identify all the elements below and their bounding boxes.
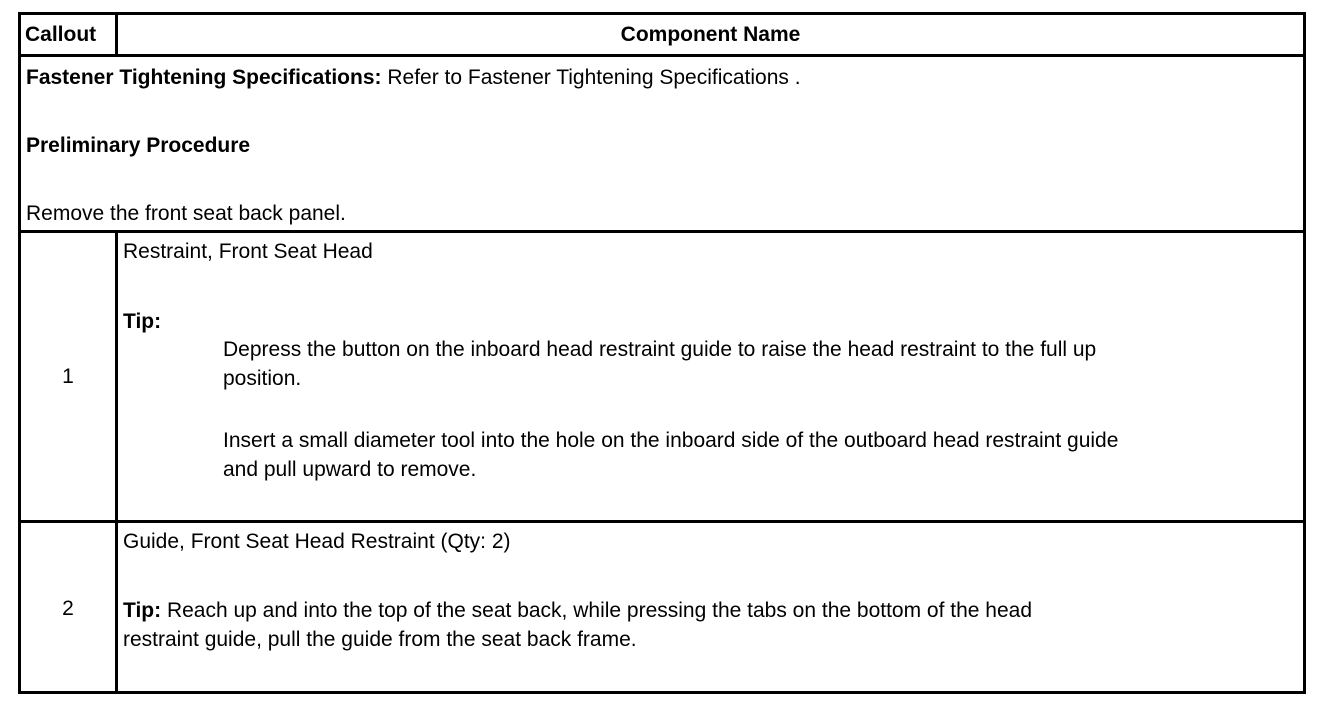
- component-table: [18, 12, 1306, 694]
- fastener-spec-label: Fastener Tightening Specifications:: [26, 66, 382, 89]
- tip-text-line: Reach up and into the top of the seat back, while pressing the tabs on the bottom of the head: [161, 599, 1033, 622]
- tip-label: Tip:: [123, 310, 162, 333]
- preliminary-procedure-step: Remove the front seat back panel.: [26, 202, 346, 225]
- row-1-column-divider: [115, 233, 118, 523]
- table-header-row: [21, 15, 1303, 57]
- tip-label: Tip:: [123, 599, 162, 622]
- tip-text-line: and pull upward to remove.: [223, 458, 477, 481]
- preliminary-procedure-title: Preliminary Procedure: [26, 134, 251, 157]
- tip-text-line: restraint guide, pull the guide from the seat back frame.: [123, 628, 637, 651]
- tip-line: [123, 596, 1032, 625]
- fastener-spec-line: [26, 63, 801, 92]
- callout-number: 1: [62, 365, 74, 388]
- header-column-divider: [115, 15, 118, 54]
- component-name-column-header: Component Name: [620, 23, 801, 46]
- fastener-spec-text: Refer to Fastener Tightening Specifications .: [381, 66, 801, 89]
- component-name: Restraint, Front Seat Head: [123, 240, 373, 263]
- tip-text-line: Depress the button on the inboard head restraint guide to raise the head restraint to the full up: [223, 338, 1097, 361]
- callout-column-header: Callout: [25, 23, 97, 46]
- preliminary-row: [21, 57, 1303, 233]
- table-row: [21, 523, 1303, 691]
- tip-text-line: position.: [223, 367, 302, 390]
- tip-text-line: Insert a small diameter tool into the hole on the inboard side of the outboard head restraint guide: [223, 429, 1119, 452]
- callout-number: 2: [62, 597, 74, 620]
- component-name: Guide, Front Seat Head Restraint (Qty: 2): [123, 530, 511, 553]
- table-row: [21, 233, 1303, 523]
- row-2-column-divider: [115, 523, 118, 691]
